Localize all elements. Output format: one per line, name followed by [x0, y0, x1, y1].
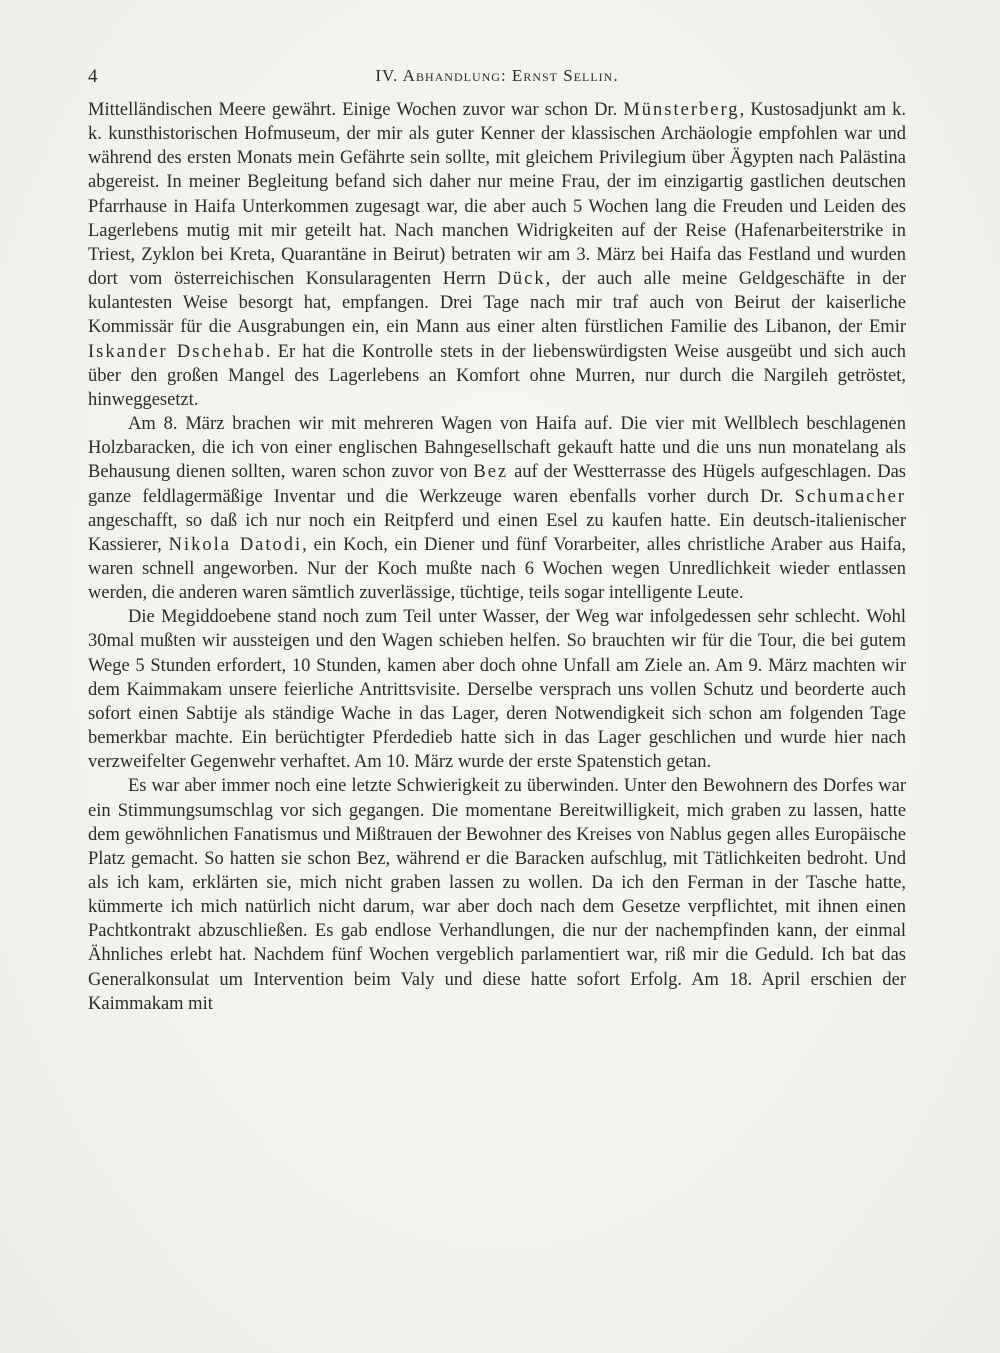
person-name: Schumacher	[794, 486, 906, 507]
page-number: 4	[88, 66, 98, 87]
person-name: Dück	[497, 269, 546, 290]
paragraph: Mittelländischen Meere gewährt. Einige Wochen zuvor war schon Dr. Münsterberg, Kustosadjunkt am k. k. kunsthistorischen Hofmuseum, der mir als guter Kenner der klassischen Archäologie empfohlen war und während des ersten Monats mein Gefährte sein sollte, mit gleichem Privilegium über Ägypten nach Palästina abgereist. In meiner Begleitung befand sich daher nur meine Frau, der im einzigartig gastlichen deutschen Pfarrhause in Haifa Unterkommen zugesagt war, die aber auch 5 Wochen lang die Freuden und Leiden des Lagerlebens mutig mit mir geteilt hat. Nach manchen Widrigkeiten auf der Reise (Hafenarbeiterstrike in Triest, Zyklon bei Kreta, Quarantäne in Beirut) betraten wir am 3. März bei Haifa das Festland und wurden dort vom österreichischen Konsularagenten Herrn Dück, der auch alle meine Geldgeschäfte in der kulantesten Weise besorgt hat, empfangen. Drei Tage nach mir traf auch von Beirut der kaiserliche Kommissär für die Ausgrabungen ein, ein Mann aus einer alten fürstlichen Familie des Libanon, der Emir Iskander Dschehab. Er hat die Kontrolle stets in der liebenswürdigsten Weise ausgeübt und sich auch über den großen Mangel des Lagerlebens an Komfort ohne Murren, nur durch die Nargileh getröstet, hinweggesetzt.	[88, 100, 906, 410]
paragraph: Die Megiddoebene stand noch zum Teil unter Wasser, der Weg war infolgedessen sehr schlecht. Wohl 30mal mußten wir aussteigen und den Wagen schieben helfen. So brauchten wir für die Tour, die bei gutem Wege 5 Stunden erfordert, 10 Stunden, kamen aber doch ohne Unfall am Ziele an. Am 9. März machten wir dem Kaimmakam unsere feierliche Antrittsvisite. Derselbe versprach uns vollen Schutz und beorderte auch sofort einen Sabtije als ständige Wache in das Lager, deren Notwendigkeit sich schon am folgenden Tage bemerkbar machte. Ein berüchtigter Pferdedieb hatte sich in das Lager geschlichen und wurde hier nach verzweifelter Gegenwehr verhaftet. Am 10. März wurde der erste Spatenstich getan.	[88, 607, 906, 773]
person-name: Münsterberg	[623, 100, 740, 120]
body-text	[88, 98, 906, 1016]
person-name: Nikola Datodi	[168, 534, 303, 555]
paragraph: Am 8. März brachen wir mit mehreren Wagen von Haifa auf. Die vier mit Wellblech beschlagenen Holzbaracken, die ich von einer englischen Bahngesellschaft gekauft hatte und die uns nun monatelang als Behausung dienen sollten, waren schon zuvor von Bez auf der Westterrasse des Hügels aufgeschlagen. Das ganze feldlagermäßige Inventar und die Werkzeuge waren ebenfalls vorher durch Dr. Schumacher angeschafft, so daß ich nur noch ein Reitpferd und einen Esel zu kaufen hatte. Ein deutsch-italienischer Kassierer, Nikola Datodi, ein Koch, ein Diener und fünf Vorarbeiter, alles christliche Araber aus Haifa, waren schnell angeworben. Nur der Koch mußte nach 6 Wochen wegen Unredlichkeit wieder entlassen werden, die anderen waren sämtlich zuverlässige, tüchtige, teils sogar intelligente Leute.	[88, 414, 906, 604]
paragraph: Es war aber immer noch eine letzte Schwierigkeit zu überwinden. Unter den Bewohnern des Dorfes war ein Stimmungsumschlag vor sich gegangen. Die momentane Bereitwilligkeit, mich graben zu lassen, hatte dem gewöhnlichen Fanatismus und Mißtrauen der Bewohner des Kreises von Nablus gegen alles Europäische Platz gemacht. So hatten sie schon Bez, während er die Baracken aufschlug, mit Tätlichkeiten bedroht. Und als ich kam, erklärten sie, mich nicht graben lassen zu wollen. Da ich den Ferman in der Tasche hatte, kümmerte ich mich natürlich nicht darum, war aber doch nach dem Gesetze verpflichtet, mit ihnen einen Pachtkontrakt abzuschließen. Es gab endlose Verhandlungen, die nur der nachempfinden kann, der einmal Ähnliches erlebt hat. Nachdem fünf Wochen vergeblich parlamentiert war, riß mir die Geduld. Ich bat das Generalkonsulat um Intervention beim Valy und diese hatte sofort Erfolg. Am 18. April erschien der Kaimmakam mit	[88, 776, 906, 1014]
page-header	[88, 66, 906, 96]
person-name: Iskander Dschehab	[88, 341, 266, 362]
running-title: IV. Abhandlung: Ernst Sellin.	[375, 66, 619, 85]
person-name: Bez	[473, 462, 509, 483]
